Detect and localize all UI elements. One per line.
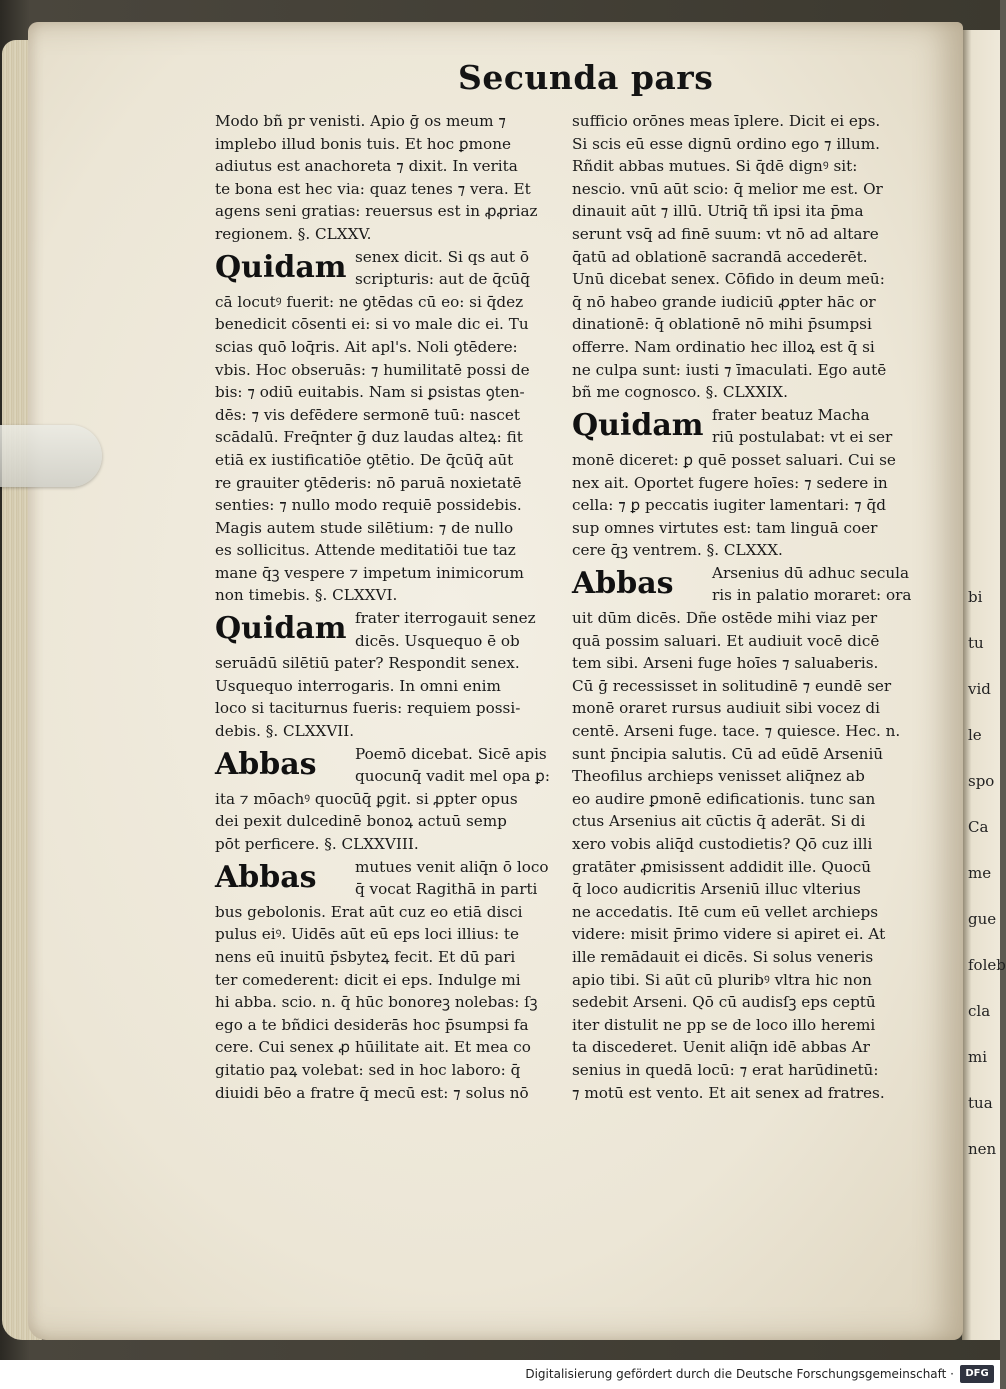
text-section bbox=[215, 856, 560, 1105]
facing-page-fragment: le bbox=[968, 726, 982, 744]
text-section bbox=[572, 562, 936, 1104]
text-line: quā possim saluari. Et audiuit vocē dicē bbox=[572, 631, 880, 650]
text-line: sedebit Arseni. Qō cū audisſꝫ eps ceptū bbox=[572, 993, 876, 1012]
text-line: eo audire ꝑmonē edificationis. tunc san bbox=[572, 789, 876, 808]
facing-page-fragment: cla bbox=[968, 1002, 991, 1020]
facing-page-sliver bbox=[962, 30, 1006, 1340]
text-line: scias quō loq̄ris. Ait apl's. Noli ꝯtēdere: bbox=[215, 337, 518, 356]
text-line: quocunq̄ vadit mel opa ꝑ: bbox=[355, 767, 550, 786]
text-line: dei pexit dulcedinē bonoꝝ actuū semp bbox=[215, 812, 507, 831]
text-line: nescio. vnū aūt scio: q̄ melior me est. Or bbox=[572, 179, 883, 198]
text-line: es sollicitus. Attende meditatiōi tue taz bbox=[215, 541, 516, 560]
facing-page-fragment: spo bbox=[968, 772, 995, 790]
left-text-column bbox=[215, 110, 560, 1104]
text-line: monē diceret: ꝑ quē posset saluari. Cui se bbox=[572, 450, 896, 469]
text-line: monē oraret rursus audiuit sibi vocez di bbox=[572, 699, 880, 718]
text-line: senties: ⁊ nullo modo requiē possidebis. bbox=[215, 496, 522, 515]
text-line: dicēs. Usquequo ē ob bbox=[355, 631, 520, 650]
text-line: centē. Arseni fuge. tace. ⁊ quiesce. Hec. n. bbox=[572, 722, 901, 741]
text-line: Si scis eū esse dignū ordino ego ⁊ illum. bbox=[572, 134, 880, 153]
text-line: frater beatuz Macha bbox=[712, 405, 870, 424]
text-line: etiā ex iustificatiōe ꝯtētio. De q̄cūq̄ aūt bbox=[215, 450, 514, 469]
text-line: videre: misit p̄rimo videre si apiret ei. At bbox=[572, 925, 886, 944]
text-line: loco si taciturnus fueris: requiem possi- bbox=[215, 699, 521, 718]
text-line: gratāter ꝓmisissent addidit ille. Quocū bbox=[572, 857, 872, 876]
text-line: iter distulit ne pp se de loco illo heremi bbox=[572, 1015, 876, 1034]
facing-page-fragment: me bbox=[968, 864, 992, 882]
text-line: ter comederent: dicit ei eps. Indulge mi bbox=[215, 970, 521, 989]
text-line: ego a te bñdici desiderās hoc p̄sumpsi fa bbox=[215, 1015, 529, 1034]
text-line: vbis. Hoc obseruās: ⁊ humilitatē possi de bbox=[215, 360, 530, 379]
text-line: Theofilus archieps venisset aliq̄nez ab bbox=[572, 767, 865, 786]
text-line: cā locutꝰ fuerit: ne ꝯtēdas cū eo: si q̄dez bbox=[215, 292, 524, 311]
text-line: non timebis. §. CLXXVI. bbox=[215, 586, 398, 605]
facing-page-fragment: mi bbox=[968, 1048, 988, 1066]
text-line: hi abba. scio. n. q̄ hūc bonoreꝫ nolebas: ſꝫ bbox=[215, 993, 538, 1012]
text-line: ne accedatis. Itē cum eū vellet archieps bbox=[572, 902, 879, 921]
text-line: Unū dicebat senex. Cōfido in deum meū: bbox=[572, 270, 885, 289]
text-line: q̄ loco audicritis Arseniū illuc vlterius bbox=[572, 880, 861, 899]
text-line: tem sibi. Arseni fuge hoīes ⁊ saluaberis. bbox=[572, 654, 879, 673]
text-line: serunt vsq̄ ad finē suum: vt nō ad altare bbox=[572, 224, 879, 243]
facing-page-fragment: nen bbox=[968, 1140, 997, 1158]
text-line: nens eū inuitū p̄sbyteꝝ fecit. Et dū pari bbox=[215, 947, 516, 966]
text-line: Cū ḡ recessisset in solitudinē ⁊ eundē ser bbox=[572, 676, 892, 695]
text-line: dēs: ⁊ vis defēdere sermonē tuū: nascet bbox=[215, 405, 521, 424]
text-line: adiutus est anachoreta ⁊ dixit. In verita bbox=[215, 157, 518, 176]
facing-page-fragment: foleb bbox=[968, 956, 1006, 974]
text-line: gitatio paꝝ volebat: sed in hoc laboro: q̄ bbox=[215, 1060, 521, 1079]
section-initial-word: Abbas bbox=[215, 859, 317, 895]
text-line: te bona est hec via: quaz tenes ⁊ vera. Et bbox=[215, 179, 531, 198]
text-line: senius in quedā locū: ⁊ erat harūdinetū: bbox=[572, 1060, 879, 1079]
text-line: debis. §. CLXXVII. bbox=[215, 722, 355, 741]
text-line: sup omnes virtutes est: tam linguā coer bbox=[572, 518, 878, 537]
bookmark-tab bbox=[0, 425, 102, 487]
text-line: Magis autem stude silētium: ⁊ de nullo bbox=[215, 518, 514, 537]
text-line: Rñdit abbas mutues. Si q̄dē dignꝰ sit: bbox=[572, 157, 858, 176]
text-line: riū postulabat: vt ei ser bbox=[712, 428, 893, 447]
text-line: Modo bñ pr venisti. Apio ḡ os meum ⁊ bbox=[215, 112, 506, 130]
text-line: dinationē: q̄ oblationē nō mihi p̄sumpsi bbox=[572, 315, 872, 334]
text-line: ille remādauit ei dicēs. Si solus veneris bbox=[572, 947, 874, 966]
text-section bbox=[215, 607, 560, 743]
text-line: q̄ nō habeo grande iudiciū ꝓpter hāc or bbox=[572, 292, 876, 311]
text-line: ta discederet. Uenit aliq̄n idē abbas Ar bbox=[572, 1038, 870, 1057]
footer-bar bbox=[0, 1360, 1000, 1389]
section-initial-word: Quidam bbox=[572, 407, 704, 443]
text-line: pulus eiꝰ. Uidēs aūt eū eps loci illius: te bbox=[215, 925, 519, 944]
text-line: agens seni gratias: reuersus est in ꝓꝓriaz bbox=[215, 202, 538, 221]
section-initial-word: Abbas bbox=[215, 746, 317, 782]
text-line: q̄ vocat Ragithā in parti bbox=[355, 880, 538, 899]
text-line: offerre. Nam ordinatio hec illoꝝ est q̄ si bbox=[572, 337, 875, 356]
text-line: cere q̄ꝫ ventrem. §. CLXXX. bbox=[572, 541, 783, 560]
text-line: seruādū silētiū pater? Respondit senex. bbox=[215, 654, 520, 673]
text-line: frater iterrogauit senez bbox=[355, 609, 536, 628]
text-line: ita ⁊ mōachꝰ quocūq̄ ꝑgit. si ꝓpter opus bbox=[215, 789, 518, 808]
section-initial-word: Abbas bbox=[572, 565, 674, 601]
text-section bbox=[215, 246, 560, 608]
text-line: sunt p̄ncipia salutis. Cū ad eūdē Arseniū bbox=[572, 744, 884, 763]
dfg-logo-icon: DFG bbox=[960, 1365, 994, 1383]
text-line: Usquequo interrogaris. In omni enim bbox=[215, 676, 501, 695]
text-line: ctus Arsenius ait cūctis q̄ aderāt. Si di bbox=[572, 812, 866, 831]
text-line: cella: ⁊ ꝑ peccatis iugiter lamentari: ⁊ q̄d bbox=[572, 496, 886, 515]
text-line: ris in palatio moraret: ora bbox=[712, 586, 912, 605]
text-line: mutues venit aliq̄n ō loco bbox=[355, 857, 549, 876]
text-line: q̄atū ad oblationē sacrandā accederēt. bbox=[572, 247, 868, 266]
text-line: dinauit aūt ⁊ illū. Utriq̄ tñ ipsi ita p̄ma bbox=[572, 202, 864, 221]
text-section bbox=[215, 743, 560, 856]
text-line: regionem. §. CLXXV. bbox=[215, 224, 372, 243]
facing-page-fragment: vid bbox=[968, 680, 991, 698]
facing-page-fragment: bi bbox=[968, 588, 983, 606]
text-line: cere. Cui senex ꝓ hūilitate ait. Et mea co bbox=[215, 1038, 531, 1057]
text-line: bus gebolonis. Erat aūt cuz eo etiā disci bbox=[215, 902, 523, 921]
text-line: benedicit cōsenti ei: si vo male dic ei. Tu bbox=[215, 315, 529, 334]
right-text-column bbox=[572, 110, 936, 1104]
text-line: nex ait. Oportet fugere hoīes: ⁊ sedere in bbox=[572, 473, 888, 492]
text-line: xero vobis aliq̄d custodietis? Qō cuz illi bbox=[572, 835, 873, 853]
section-initial-word: Quidam bbox=[215, 611, 347, 647]
text-line: Poemō dicebat. Sicē apis bbox=[355, 744, 547, 763]
section-initial-word: Quidam bbox=[215, 249, 347, 285]
facing-page-fragment: tua bbox=[968, 1094, 993, 1112]
text-line: bis: ⁊ odiū euitabis. Nam si ꝑsistas ꝯten- bbox=[215, 383, 525, 402]
footer-credit: Digitalisierung gefördert durch die Deutsche Forschungsgemeinschaft · bbox=[525, 1367, 954, 1381]
text-line: sufficio orōnes meas īplere. Dicit ei eps. bbox=[572, 112, 881, 130]
text-line: senex dicit. Si qs aut ō bbox=[355, 247, 529, 266]
text-line: implebo illud bonis tuis. Et hoc ꝑmone bbox=[215, 134, 511, 153]
text-section bbox=[572, 404, 936, 562]
text-line: apio tibi. Si aūt cū pluribꝰ vltra hic non bbox=[572, 970, 872, 989]
text-line: Arsenius dū adhuc secula bbox=[712, 563, 910, 582]
facing-page-fragment: tu bbox=[968, 634, 984, 652]
text-line: pōt perficere. §. CLXXVIII. bbox=[215, 835, 419, 853]
facing-page-fragment: Ca bbox=[968, 818, 989, 836]
text-line: scripturis: aut de q̄cūq̄ bbox=[355, 270, 530, 289]
text-line: uit dūm dicēs. Dñe ostēde mihi viaz per bbox=[572, 609, 878, 628]
text-line: re grauiter ꝯtēderis: nō paruā noxietatē bbox=[215, 473, 522, 492]
text-line: bñ me cognosco. §. CLXXIX. bbox=[572, 383, 788, 402]
text-line: mane q̄ꝫ vespere ⁊ impetum inimicorum bbox=[215, 563, 524, 582]
facing-page-fragment: gue bbox=[968, 910, 997, 928]
text-line: diuidi bēo a fratre q̄ mecū est: ⁊ solus nō bbox=[215, 1083, 529, 1102]
page-header-title: Secunda pars bbox=[458, 58, 714, 97]
text-line: scādalū. Freq̄nter ḡ duz laudas alteꝝ: fit bbox=[215, 428, 523, 447]
text-line: ⁊ motū est vento. Et ait senex ad fratres. bbox=[572, 1083, 885, 1102]
text-line: ne culpa sunt: iusti ⁊ īmaculati. Ego autē bbox=[572, 360, 887, 379]
